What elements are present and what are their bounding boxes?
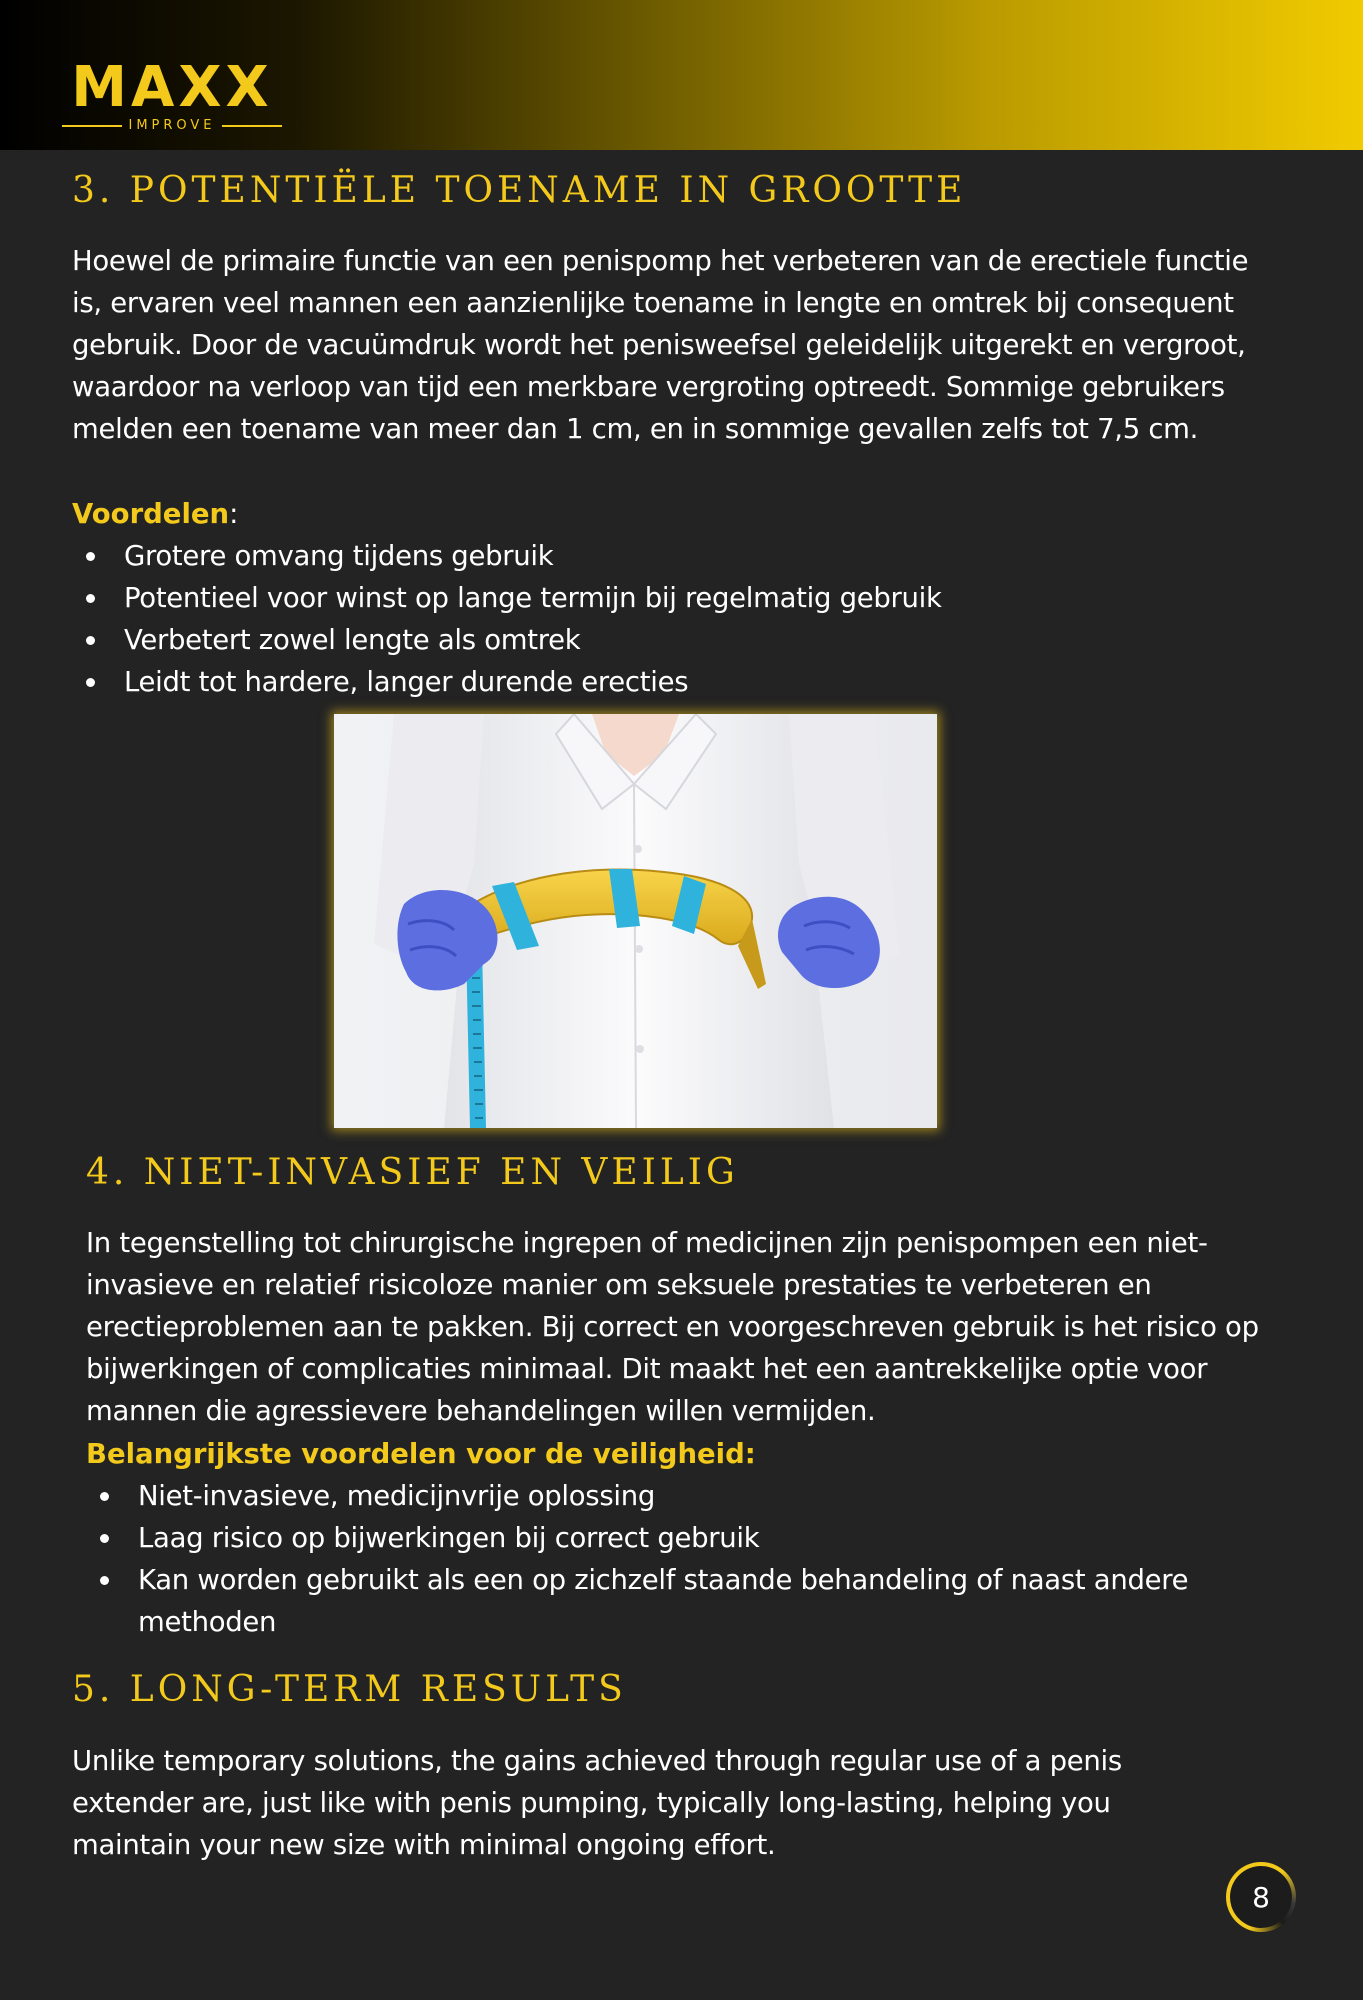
brand-tagline-row [62,118,282,134]
section-5-title: 5. LONG-TERM RESULTS [72,1669,627,1710]
section-3-list-label-text: Voordelen [72,498,230,530]
list-item: Leidt tot hardere, langer durende erecties [72,661,1252,703]
photo-illustration [334,714,937,1128]
banana-tape-measure-photo [334,714,937,1128]
brand-name: MAXX [71,55,273,120]
section-4-list-label: Belangrijkste voordelen voor de veiligheid: [86,1438,756,1470]
section-3-list-label-colon: : [229,498,239,530]
list-item: Potentieel voor winst op lange termijn bij regelmatig gebruik [72,577,1252,619]
section-4-safety-list [86,1475,1266,1643]
tagline-line-left [62,125,122,127]
list-item: Laag risico op bijwerkingen bij correct gebruik [86,1517,1266,1559]
list-item: Niet-invasieve, medicijnvrije oplossing [86,1475,1266,1517]
section-5-body: Unlike temporary solutions, the gains achieved through regular use of a penis extender are, just like with penis pumping, typically long-lasting, helping you maintain your new size with minimal ongoing effort. [72,1745,1122,1861]
page-number-badge [1226,1862,1296,1932]
section-4-title: 4. NIET-INVASIEF EN VEILIG [86,1152,739,1193]
brand-logo [62,55,282,140]
tagline-line-right [222,125,282,127]
section-3-list-label [72,493,238,535]
section-3-title: 3. POTENTIËLE TOENAME IN GROOTTE [72,170,967,211]
list-item: Grotere omvang tijdens gebruik [72,535,1252,577]
list-item: Verbetert zowel lengte als omtrek [72,619,1252,661]
section-3-benefits-list [72,535,1252,703]
brand-tagline: IMPROVE [128,118,216,133]
list-item: Kan worden gebruikt als een op zichzelf staande behandeling of naast andere methoden [86,1559,1266,1643]
section-3-body: Hoewel de primaire functie van een penispomp het verbeteren van de erectiele functie is, ervaren veel mannen een aanzienlijke toename in lengte en omtrek bij consequent gebruik. Door de vacuümdruk wordt het penisweefsel geleidelijk uitgerekt en vergroot, waardoor na verloop van tijd een merkbare vergroting optreedt. Sommige gebruikers melden een toename van meer dan 1 cm, en in sommige gevallen zelfs tot 7,5 cm. [72,245,1249,445]
section-4-body: In tegenstelling tot chirurgische ingrepen of medicijnen zijn penispompen een niet-invasieve en relatief risicoloze manier om seksuele prestaties te verbeteren en erectieproblemen aan te pakken. Bij correct en voorgeschreven gebruik is het risico op bijwerkingen of complicaties minimaal. Dit maakt het een aantrekkelijke optie voor mannen die agressievere behandelingen willen vermijden. [86,1227,1259,1427]
page-number: 8 [1230,1866,1292,1928]
header-banner [0,0,1363,150]
